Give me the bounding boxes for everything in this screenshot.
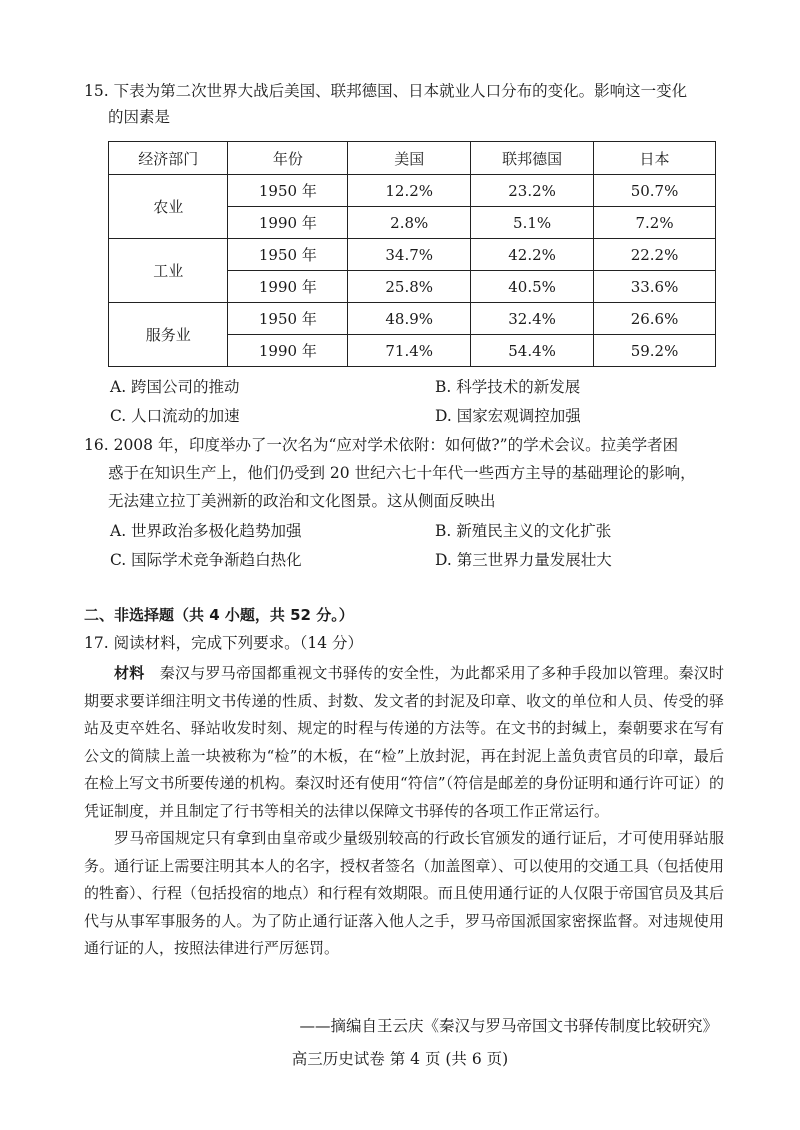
sector-cell: 农业 bbox=[109, 175, 228, 239]
de-cell: 23.2% bbox=[471, 175, 594, 207]
q16-option-b: B. 新殖民主义的文化扩张 bbox=[435, 522, 612, 540]
table-row bbox=[109, 239, 716, 271]
us-cell: 25.8% bbox=[348, 271, 471, 303]
q16-option-c: C. 国际学术竞争渐趋白热化 bbox=[110, 551, 302, 569]
sector-cell: 工业 bbox=[109, 239, 228, 303]
q16-stem-line2: 惑于在知识生产上，他们仍受到 20 世纪六七十年代一些西方主导的基础理论的影响， bbox=[108, 464, 696, 482]
year-cell: 1950 年 bbox=[228, 303, 348, 335]
de-cell: 32.4% bbox=[471, 303, 594, 335]
jp-cell: 7.2% bbox=[594, 207, 716, 239]
employment-table bbox=[108, 141, 716, 367]
table-header: 日本 bbox=[594, 142, 716, 175]
q15-stem-line2: 的因素是 bbox=[108, 108, 171, 126]
table-header: 联邦德国 bbox=[471, 142, 594, 175]
jp-cell: 50.7% bbox=[594, 175, 716, 207]
de-cell: 5.1% bbox=[471, 207, 594, 239]
de-cell: 42.2% bbox=[471, 239, 594, 271]
q16-option-d: D. 第三世界力量发展壮大 bbox=[435, 551, 612, 569]
q16-stem-line3: 无法建立拉丁美洲新的政治和文化图景。这从侧面反映出 bbox=[108, 492, 496, 510]
us-cell: 34.7% bbox=[348, 239, 471, 271]
table-header: 美国 bbox=[348, 142, 471, 175]
jp-cell: 26.6% bbox=[594, 303, 716, 335]
us-cell: 48.9% bbox=[348, 303, 471, 335]
us-cell: 12.2% bbox=[348, 175, 471, 207]
q17-material bbox=[84, 660, 724, 963]
table-header: 年份 bbox=[228, 142, 348, 175]
material-paragraph-2: 罗马帝国规定只有拿到由皇帝或少量级别较高的行政长官颁发的通行证后，才可使用驿站服务。通行证上需要注明其本人的名字，授权者签名（加盖图章）、可以使用的交通工具（包括使用的牲畜）、行程（包括投宿的地点）和行程有效期限。而且使用通行证的人仅限于帝国官员及其后代与从事军事服务的人。为了防止通行证落入他人之手，罗马帝国派国家密探监督。对违规使用通行证的人，按照法律进行严厉惩罚。 bbox=[84, 829, 724, 957]
us-cell: 2.8% bbox=[348, 207, 471, 239]
year-cell: 1990 年 bbox=[228, 335, 348, 367]
de-cell: 54.4% bbox=[471, 335, 594, 367]
table-header: 经济部门 bbox=[109, 142, 228, 175]
year-cell: 1950 年 bbox=[228, 175, 348, 207]
section-title: 二、非选择题（共 4 小题，共 52 分。） bbox=[84, 606, 354, 624]
q16-stem-line1: 16. 2008 年，印度举办了一次名为“应对学术依附：如何做?”的学术会议。拉美学者困 bbox=[84, 436, 679, 454]
material-label: 材料 bbox=[114, 664, 145, 682]
page-footer: 高三历史试卷 第 4 页 (共 6 页) bbox=[291, 1050, 509, 1068]
year-cell: 1990 年 bbox=[228, 207, 348, 239]
q16-option-a: A. 世界政治多极化趋势加强 bbox=[110, 522, 302, 540]
jp-cell: 22.2% bbox=[594, 239, 716, 271]
table-row bbox=[109, 303, 716, 335]
us-cell: 71.4% bbox=[348, 335, 471, 367]
table-row bbox=[109, 175, 716, 207]
q15-stem-line1: 15. 下表为第二次世界大战后美国、联邦德国、日本就业人口分布的变化。影响这一变化 bbox=[84, 82, 688, 100]
q15-option-b: B. 科学技术的新发展 bbox=[435, 378, 581, 396]
material-paragraph-1 bbox=[84, 660, 724, 825]
q15-option-a: A. 跨国公司的推动 bbox=[110, 378, 240, 396]
de-cell: 40.5% bbox=[471, 271, 594, 303]
jp-cell: 59.2% bbox=[594, 335, 716, 367]
table-header-row bbox=[109, 142, 716, 175]
jp-cell: 33.6% bbox=[594, 271, 716, 303]
material-text-1: 秦汉与罗马帝国都重视文书驿传的安全性，为此都采用了多种手段加以管理。秦汉时期要求要详细注明文书传递的性质、封数、发文者的封泥及印章、收文的单位和人员、传受的驿站及吏卒姓名、驿站收发时刻、规定的时程与传递的方法等。在文书的封缄上，秦朝要求在写有公文的简牍上盖一块被称为“检”的木板，在“检”上放封泥，再在封泥上盖负责官员的印章，最后在检上写文书所要传递的机构。秦汉时还有使用“符信”（符信是邮差的身份证明和通行许可证）的凭证制度，并且制定了行书等相关的法律以保障文书驿传的各项工作正常运行。 bbox=[84, 664, 724, 820]
q15-option-d: D. 国家宏观调控加强 bbox=[435, 407, 581, 425]
sector-cell: 服务业 bbox=[109, 303, 228, 367]
q17-stem: 17. 阅读材料，完成下列要求。（14 分） bbox=[84, 634, 363, 652]
year-cell: 1950 年 bbox=[228, 239, 348, 271]
q15-option-c: C. 人口流动的加速 bbox=[110, 407, 240, 425]
year-cell: 1990 年 bbox=[228, 271, 348, 303]
material-source: ——摘编自王云庆《秦汉与罗马帝国文书驿传制度比较研究》 bbox=[299, 1017, 718, 1035]
